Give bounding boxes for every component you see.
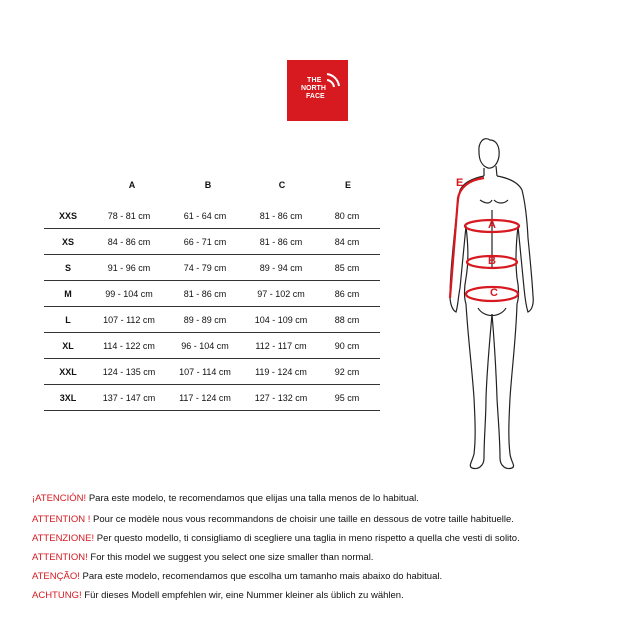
- notice-keyword: ¡ATENCIÓN!: [32, 493, 87, 504]
- cell-c: 81 - 86 cm: [259, 211, 303, 221]
- logo-line-1: THE: [307, 77, 322, 84]
- label-b: B: [488, 255, 496, 267]
- notice-keyword: ATTENZIONE!: [32, 533, 95, 544]
- column-header-b: B: [204, 180, 212, 190]
- size-label: L: [65, 315, 71, 325]
- table-row: [44, 229, 380, 255]
- cell-c: 97 - 102 cm: [257, 289, 305, 299]
- label-a: A: [488, 219, 496, 231]
- notice-italian: [32, 533, 520, 544]
- size-label: 3XL: [59, 393, 77, 403]
- size-label: M: [64, 289, 72, 299]
- size-label: S: [64, 263, 71, 273]
- size-label: XS: [61, 237, 74, 247]
- cell-e: 88 cm: [334, 315, 360, 325]
- size-label: XXL: [59, 367, 77, 377]
- table-row: [44, 281, 380, 307]
- notice-keyword: ATENÇÃO!: [32, 571, 80, 582]
- column-header-e: E: [344, 180, 351, 190]
- notice-text: Per questo modello, ti consigliamo di scegliere una taglia in meno rispetto a quella che vesti di solito.: [94, 533, 520, 544]
- cell-a: 137 - 147 cm: [102, 393, 156, 403]
- cell-b: 117 - 124 cm: [179, 393, 231, 403]
- notice-german: [32, 590, 404, 601]
- notice-spanish: [32, 493, 419, 504]
- body-measurement-figure: [420, 128, 580, 488]
- cell-a: 78 - 81 cm: [107, 211, 151, 221]
- cell-c: 104 - 109 cm: [254, 315, 308, 325]
- notice-portuguese: [32, 571, 442, 582]
- table-row: [44, 333, 380, 359]
- cell-c: 112 - 117 cm: [255, 341, 307, 351]
- notice-text: Pour ce modèle nous vous recommandons de choisir une taille en dessous de votre taille habituelle.: [90, 514, 514, 525]
- table-row: [44, 385, 380, 411]
- cell-e: 85 cm: [334, 263, 360, 273]
- notice-text: Para este modelo, te recomendamos que elijas una talla menos de lo habitual.: [86, 493, 419, 504]
- cell-b: 96 - 104 cm: [181, 341, 229, 351]
- cell-a: 124 - 135 cm: [102, 367, 156, 377]
- cell-c: 127 - 132 cm: [254, 393, 308, 403]
- notice-keyword: ATTENTION!: [32, 552, 88, 563]
- size-label: XL: [62, 341, 74, 351]
- cell-a: 107 - 112 cm: [103, 315, 155, 325]
- table-row: [44, 203, 380, 229]
- cell-e: 80 cm: [334, 211, 360, 221]
- notice-text: Para este modelo, recomendamos que escolha um tamanho mais abaixo do habitual.: [79, 571, 443, 582]
- cell-b: 107 - 114 cm: [179, 367, 231, 377]
- cell-b: 74 - 79 cm: [183, 263, 227, 273]
- cell-c: 81 - 86 cm: [259, 237, 303, 247]
- table-row: [44, 359, 380, 385]
- cell-b: 81 - 86 cm: [183, 289, 227, 299]
- cell-a: 84 - 86 cm: [107, 237, 151, 247]
- row-divider: [44, 410, 380, 411]
- notice-text: Für dieses Modell empfehlen wir, eine Nummer kleiner als üblich zu wählen.: [81, 590, 404, 601]
- notice-keyword: ACHTUNG!: [32, 590, 82, 601]
- notice-keyword: ATTENTION !: [32, 514, 91, 525]
- label-c: C: [490, 287, 498, 299]
- cell-e: 86 cm: [334, 289, 360, 299]
- cell-a: 99 - 104 cm: [105, 289, 153, 299]
- cell-a: 114 - 122 cm: [103, 341, 155, 351]
- cell-b: 61 - 64 cm: [183, 211, 227, 221]
- cell-e: 95 cm: [334, 393, 360, 403]
- notice-english: [32, 552, 373, 563]
- table-row: [44, 307, 380, 333]
- column-header-c: C: [278, 180, 286, 190]
- logo-line-3: FACE: [306, 93, 325, 100]
- size-label: XXS: [58, 211, 77, 221]
- label-e: E: [456, 177, 464, 189]
- cell-b: 66 - 71 cm: [183, 237, 227, 247]
- column-header-a: A: [128, 180, 136, 190]
- logo-line-2: NORTH: [301, 85, 326, 92]
- size-chart-table: [0, 0, 400, 420]
- cell-a: 91 - 96 cm: [107, 263, 151, 273]
- cell-e: 90 cm: [334, 341, 360, 351]
- table-row: [44, 255, 380, 281]
- notice-text: For this model we suggest you select one size smaller than normal.: [87, 552, 374, 563]
- notice-french: [32, 514, 514, 525]
- cell-c: 89 - 94 cm: [259, 263, 303, 273]
- cell-e: 84 cm: [334, 237, 360, 247]
- cell-c: 119 - 124 cm: [255, 367, 307, 377]
- cell-e: 92 cm: [334, 367, 360, 377]
- cell-b: 89 - 89 cm: [183, 315, 227, 325]
